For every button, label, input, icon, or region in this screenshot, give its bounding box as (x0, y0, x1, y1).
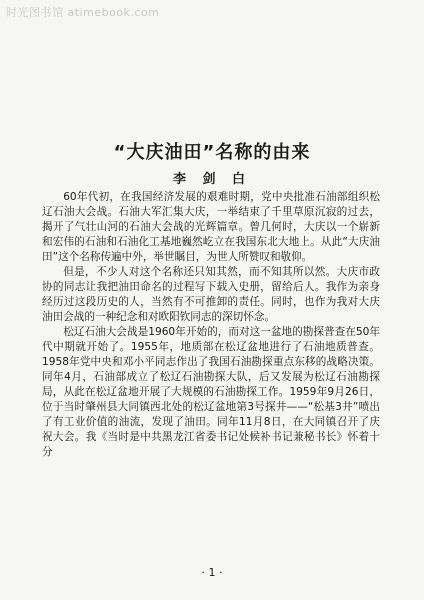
watermark: 时光图书馆 atimebook.com (6, 6, 160, 19)
article-title: “大庆油田”名称的由来 (113, 142, 311, 163)
article-author: 李 剑 白 (172, 172, 252, 187)
paragraph: 但是，不少人对这个名称还只知其然，而不知其所以然。大庆市政协的同志让我把油田命名的过程写下载入史册，留给后人。我作为亲身经历过这段历史的人，当然有不可推卸的责任。同时，也作为我对大庆油田会战的一种纪念和对欧阳钦同志的深切怀念。 (42, 266, 380, 323)
paragraph: 60年代初，在我国经济发展的艰难时期，党中央批准石油部组织松辽石油大会战。石油大军汇集大庆，一举结束了千里草原沉寂的过去，揭开了气壮山河的石油大会战的光辉篇章。曾几何时，大庆以一个崭新和宏伟的石油和石油化工基地巍然屹立在我国东北大地上。从此“大庆油田”这个名称传遍中外，举世瞩目，为世人所赞叹和敬仰。 (42, 191, 380, 263)
article-body (42, 190, 380, 460)
paragraph: 松辽石油大会战是1960年开始的，而对这一盆地的勘探普查在50年代中期就开始了。1955年，地质部在松辽盆地进行了石油地质普查。1958年党中央和邓小平同志作出了我国石油勘探重点东移的战略决策。同年4月，石油部成立了松辽石油勘探大队，后又发展为松辽石油勘探局，从此在松辽盆地开展了大规模的石油勘探工作。1959年9月26日，位于当时肇州县大同镇西北处的松辽盆地第3号探井——“松基3井”喷出了有工业价值的油流，发现了油田。同年11月8日，在大同镇召开了庆祝大会。我《当时是中共黑龙江省委书记处候补书记兼秘书长》怀着十分 (42, 326, 380, 458)
page-number: · 1 · (201, 566, 223, 579)
